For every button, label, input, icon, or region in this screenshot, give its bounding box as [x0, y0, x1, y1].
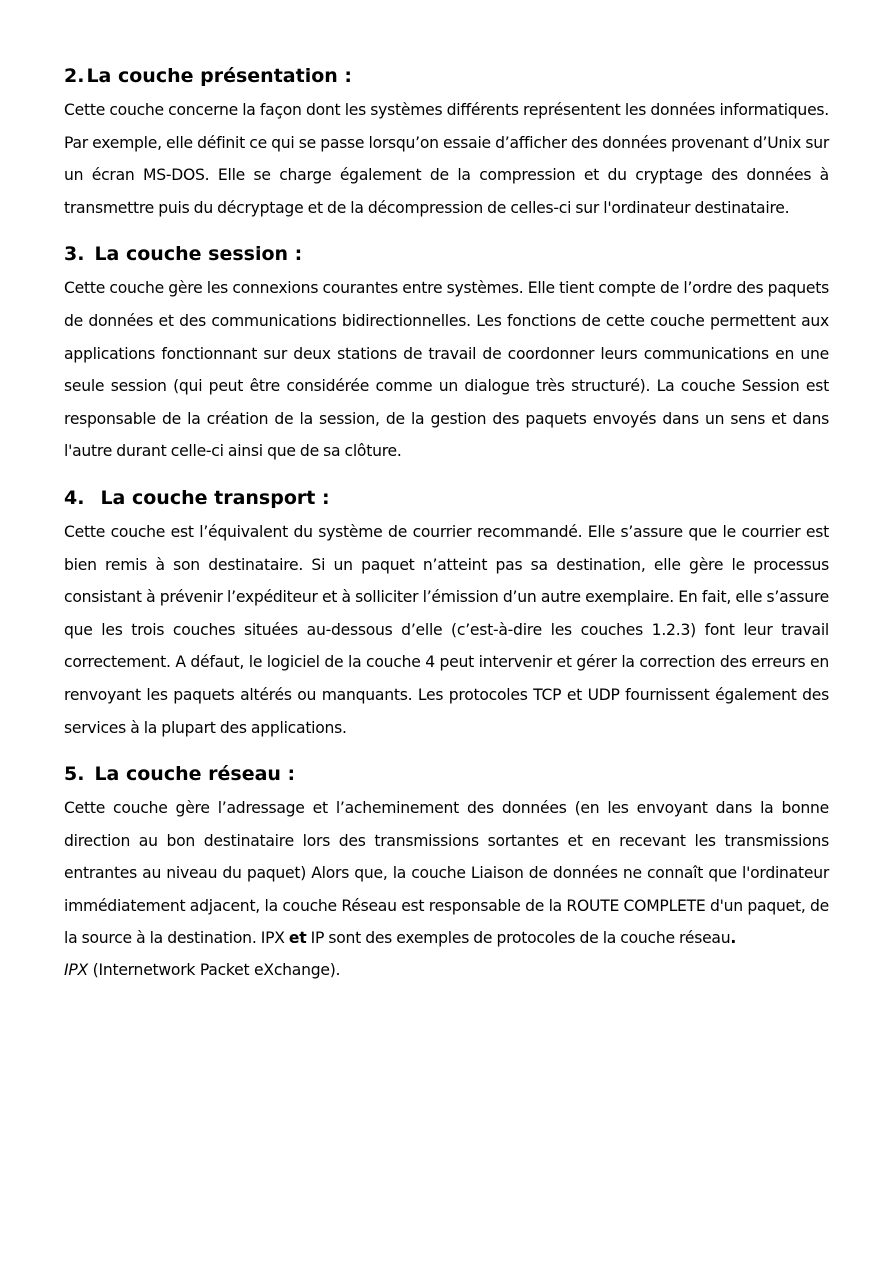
ipx-definition: [64, 955, 829, 985]
section-title: La couche présentation :: [86, 65, 352, 87]
paragraph-bold-word: et: [288, 929, 307, 948]
section-heading: [64, 758, 829, 790]
section-heading: [64, 60, 829, 92]
section-paragraph: [64, 792, 829, 955]
section-title: La couche session :: [94, 243, 303, 266]
section-number: 4.: [64, 486, 85, 509]
paragraph-bold-period: .: [730, 929, 737, 948]
ipx-term: IPX: [64, 961, 88, 980]
section-number: 3.: [64, 243, 85, 266]
section-reseau: [64, 758, 829, 985]
section-paragraph: Cette couche concerne la façon dont les systèmes différents représentent les données informatiques. Par exemple, elle définit ce qui se passe lorsqu’on essaie d’afficher des données provenant d’Unix sur un écran MS-DOS. Elle se charge également de la compression et du cryptage des données à transmettre puis du décryptage et de la décompression de celles-ci sur l'ordinateur destinataire.: [64, 101, 829, 217]
section-title: La couche transport :: [100, 486, 330, 509]
paragraph-text: Cette couche gère l’adressage et l’acheminement des données (en les envoyant dans la bonne direction au bon destinataire lors des transmissions sortantes et en recevant les transmissions entrantes au niveau du paquet) Alors que, la couche Liaison de données ne connaît que l'ordinateur immédiatement adjacent, la couche Réseau est responsable de la ROUTE COMPLETE d'un paquet, de la source à la destination. IPX: [64, 799, 829, 948]
section-presentation: [64, 60, 829, 224]
section-transport: [64, 482, 829, 744]
section-paragraph: Cette couche gère les connexions courantes entre systèmes. Elle tient compte de l’ordre des paquets de données et des communications bidirectionnelles. Les fonctions de cette couche permettent aux applications fonctionnant sur deux stations de travail de coordonner leurs communications en une seule session (qui peut être considérée comme un dialogue très structuré). La couche Session est responsable de la création de la session, de la gestion des paquets envoyés dans un sens et dans l'autre durant celle-ci ainsi que de sa clôture.: [64, 279, 829, 461]
section-heading: [64, 482, 829, 514]
section-title: La couche réseau :: [94, 763, 296, 786]
section-number: 5.: [64, 763, 85, 786]
paragraph-text: IP sont des exemples de protocoles de la couche réseau: [306, 929, 731, 948]
document-page: [64, 60, 829, 985]
section-number: 2.: [64, 65, 85, 87]
section-session: [64, 238, 829, 468]
section-paragraph: Cette couche est l’équivalent du système de courrier recommandé. Elle s’assure que le courrier est bien remis à son destinataire. Si un paquet n’atteint pas sa destination, elle gère le processus consistant à prévenir l’expéditeur et à solliciter l’émission d’un autre exemplaire. En fait, elle s’assure que les trois couches situées au-dessous d’elle (c’est-à-dire les couches 1.2.3) font leur travail correctement. A défaut, le logiciel de la couche 4 peut intervenir et gérer la correction des erreurs en renvoyant les paquets altérés ou manquants. Les protocoles TCP et UDP fournissent également des services à la plupart des applications.: [64, 522, 829, 737]
section-heading: [64, 238, 829, 270]
ipx-expansion: (Internetwork Packet eXchange).: [87, 961, 341, 980]
